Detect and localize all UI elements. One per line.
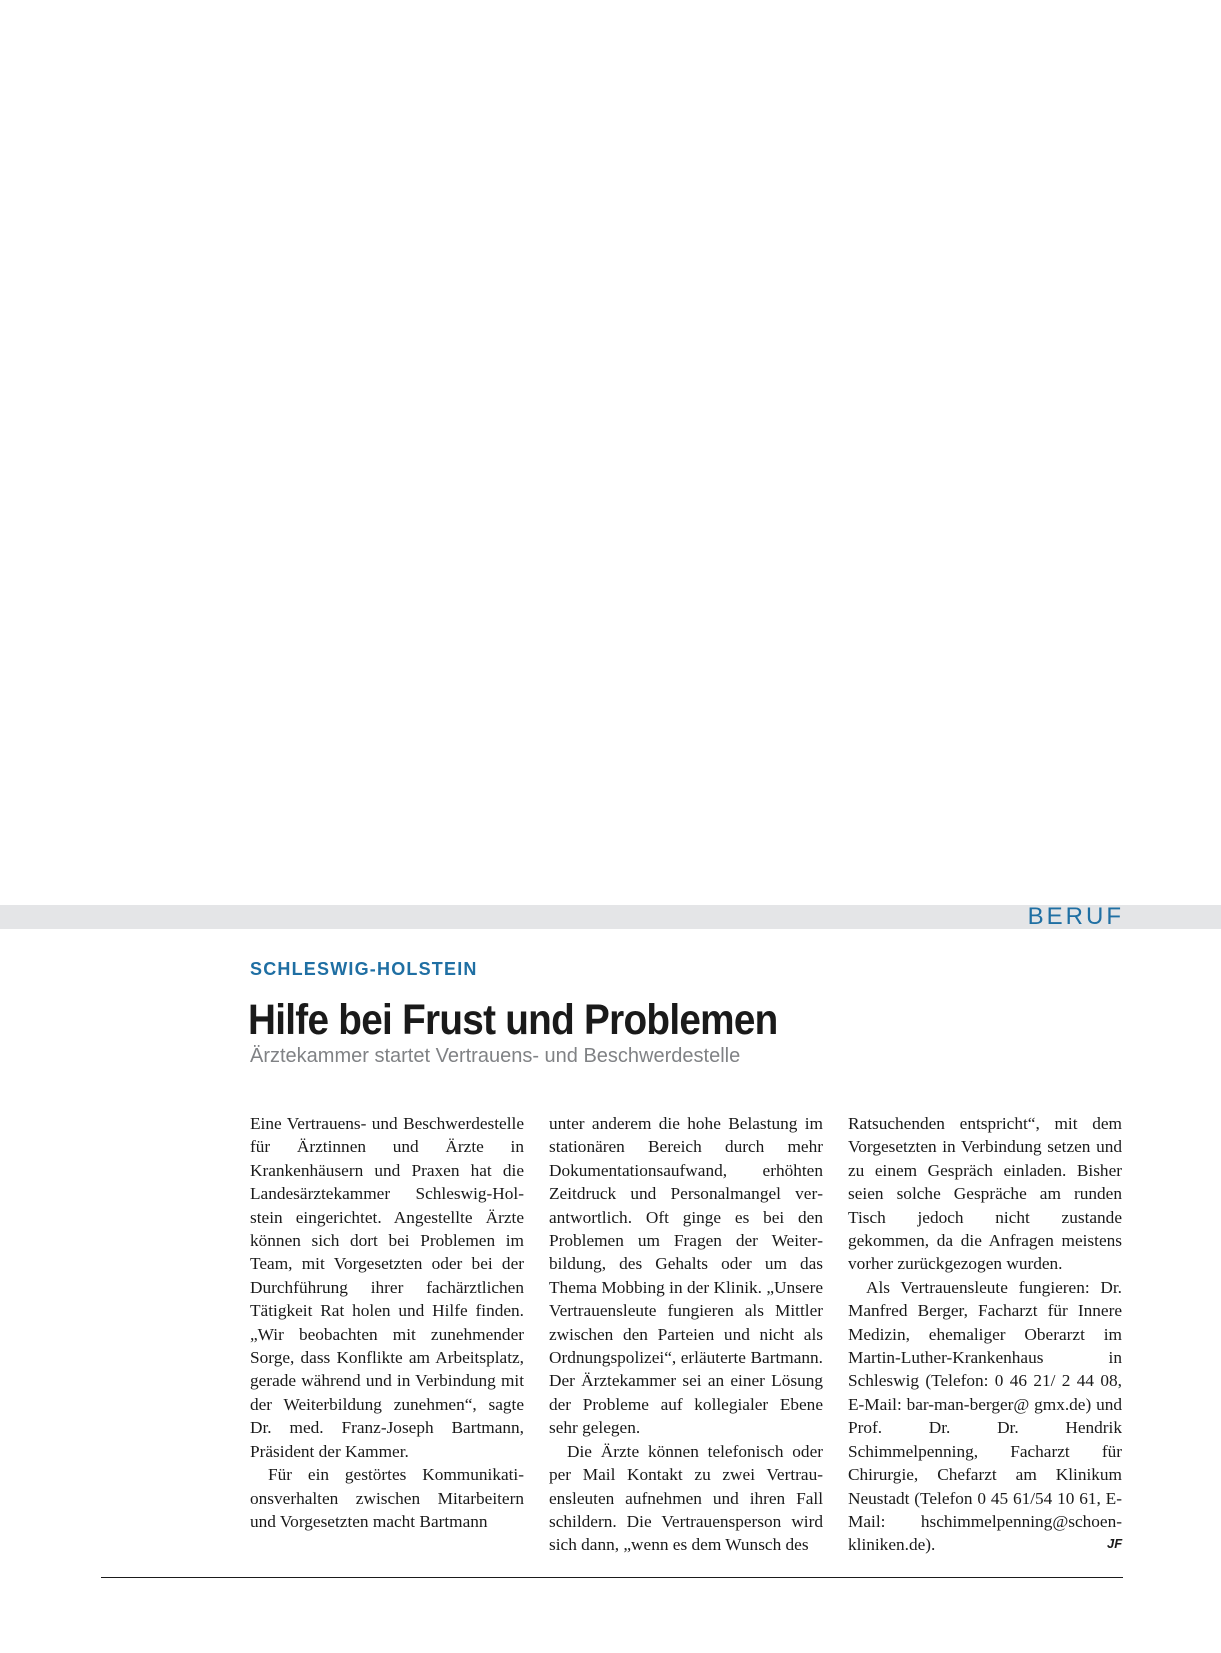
- article-column-3: [848, 1112, 1122, 1557]
- article-headline: Hilfe bei Frust und Problemen: [248, 996, 778, 1044]
- paragraph: Für ein gestörtes Kommunikationsverhalten zwischen Mitarbeitern und Vorgesetzten macht Bartmann: [250, 1465, 524, 1531]
- article-subheadline: Ärztekammer startet Vertrauens- und Beschwerdestelle: [250, 1045, 741, 1067]
- paragraph: unter anderem die hohe Belastung im stationären Bereich durch mehr Dokumentationsaufwand, erhöhten Zeitdruck und Personalmangel verantwortlich. Oft ginge es bei den Problemen um Fragen der Weiterbildung, des Gehalts oder um das Thema Mobbing in der Klinik. „Unsere Vertrauensleute fungieren als Mittler zwischen den Parteien und nicht als Ordnungspolizei“, erläuterte Bartmann. Der Ärztekammer sei an einer Lösung der Probleme auf kollegialer Ebene sehr gelegen.: [549, 1114, 823, 1438]
- article-column-1: [250, 1112, 524, 1533]
- bottom-divider: [101, 1577, 1123, 1578]
- article-kicker: SCHLESWIG-HOLSTEIN: [250, 959, 478, 979]
- author-initials: JF: [1107, 1536, 1123, 1551]
- paragraph: Ratsuchenden entspricht“, mit dem Vorgesetzten in Verbindung setzen und zu einem Gespräch einladen. Bisher seien solche Gespräche am runden Tisch jedoch nicht zustande gekommen, da die Anfragen meistens vorher zurückgezogen wurden.: [848, 1114, 1122, 1274]
- article-column-2: [549, 1112, 823, 1557]
- paragraph: Als Vertrauensleute fungieren: Dr. Manfred Berger, Facharzt für Innere Medizin, ehemaliger Oberarzt im Martin-Luther-Krankenhaus in Schleswig (Telefon: 0 46 21/ 2 44 08, E-Mail: bar-man-berger@ gmx.de) und Prof. Dr. Dr. Hendrik Schimmelpenning, Facharzt für Chirurgie, Chefarzt am Klinikum Neustadt (Telefon 0 45 61/54 10 61, E-Mail: hschimmelpenning@schoenkliniken.de).: [848, 1277, 1122, 1555]
- paragraph: Die Ärzte können telefonisch oder per Mail Kontakt zu zwei Vertrauensleuten aufnehmen und ihren Fall schildern. Die Vertrauensperson wird sich dann, „wenn es dem Wunsch des: [549, 1441, 823, 1555]
- paragraph: Eine Vertrauens- und Beschwerdestelle für Ärztinnen und Ärzte in Krankenhäusern und Praxen hat die Landesärztekammer Schleswig-Holstein eingerichtet. Angestellte Ärzte können sich dort bei Problemen im Team, mit Vorgesetzten oder bei der Durchführung ihrer fachärztlichen Tätigkeit Rat holen und Hilfe finden. „Wir beobachten mit zunehmender Sorge, dass Konflikte am Arbeitsplatz, gerade während und in Verbindung mit der Weiterbildung zunehmen“, sagte Dr. med. Franz-Joseph Bartmann, Präsident der Kammer.: [250, 1114, 524, 1461]
- section-label: BERUF: [1027, 903, 1124, 930]
